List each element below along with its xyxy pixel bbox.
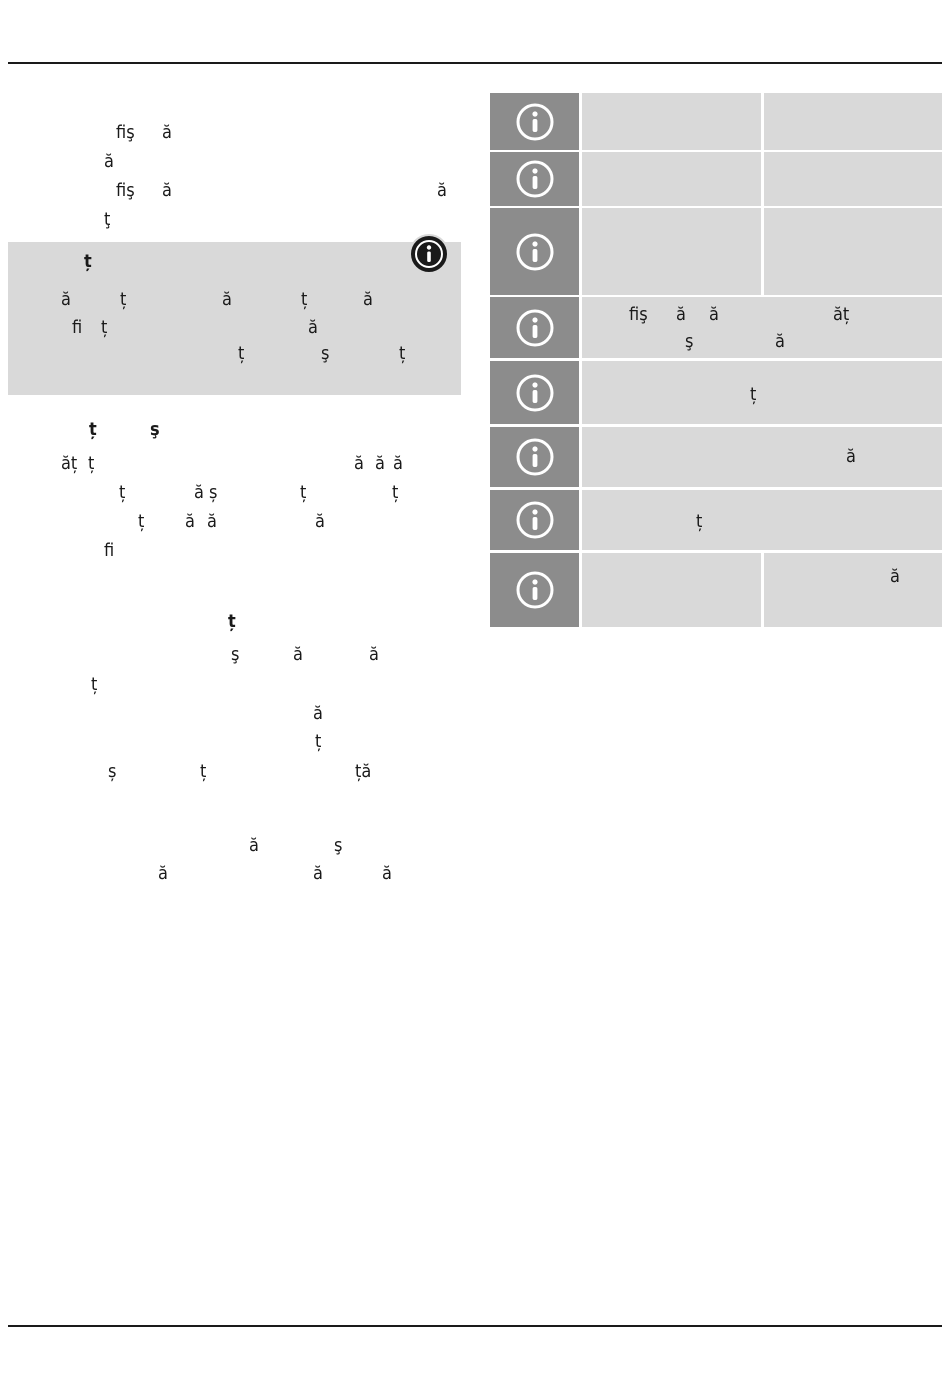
info-icon bbox=[490, 490, 579, 550]
glyph: fi bbox=[72, 317, 83, 338]
glyph: ă bbox=[308, 317, 318, 338]
glyph: ă bbox=[194, 482, 204, 503]
glyph: ă bbox=[775, 331, 785, 352]
glyph: ă bbox=[354, 453, 364, 474]
note-title: ț bbox=[84, 251, 92, 272]
glyph: ş bbox=[334, 835, 343, 856]
glyph: ş bbox=[231, 644, 240, 665]
table-row bbox=[490, 361, 942, 424]
glyph: fiş bbox=[116, 180, 135, 201]
glyph: ș bbox=[108, 761, 117, 782]
glyph: ă bbox=[437, 180, 447, 201]
info-icon bbox=[490, 297, 579, 358]
glyph: fiş bbox=[629, 304, 648, 325]
table-row bbox=[490, 208, 942, 295]
section-heading: ş bbox=[150, 419, 160, 440]
glyph: ț bbox=[301, 289, 308, 310]
table-cell bbox=[582, 297, 942, 358]
glyph: ă bbox=[313, 703, 323, 724]
glyph: ț bbox=[238, 343, 245, 364]
glyph: ă bbox=[315, 511, 325, 532]
glyph: ă bbox=[162, 180, 172, 201]
info-icon bbox=[490, 208, 579, 295]
glyph: ț bbox=[88, 453, 95, 474]
glyph: ă bbox=[222, 289, 232, 310]
glyph: ă bbox=[61, 289, 71, 310]
glyph: ă bbox=[382, 863, 392, 884]
glyph: ă bbox=[890, 566, 900, 587]
table-cell bbox=[582, 152, 761, 206]
table-cell bbox=[582, 553, 761, 627]
glyph: ă bbox=[676, 304, 686, 325]
glyph: ă bbox=[158, 863, 168, 884]
glyph: ă bbox=[162, 122, 172, 143]
table-row bbox=[490, 553, 942, 627]
glyph: ă bbox=[709, 304, 719, 325]
section-heading: ț bbox=[89, 419, 97, 440]
glyph: ă bbox=[313, 863, 323, 884]
info-icon bbox=[409, 234, 449, 274]
table-row bbox=[490, 427, 942, 487]
glyph: ț bbox=[399, 343, 406, 364]
table-cell bbox=[764, 208, 942, 295]
info-icon bbox=[490, 427, 579, 487]
table-cell bbox=[582, 427, 942, 487]
glyph: ț bbox=[138, 511, 145, 532]
glyph: ț bbox=[91, 674, 98, 695]
table-row bbox=[490, 152, 942, 206]
table-cell bbox=[764, 93, 942, 150]
info-icon bbox=[490, 152, 579, 206]
glyph: ț bbox=[120, 289, 127, 310]
glyph: ş bbox=[685, 331, 694, 352]
section-heading: ț bbox=[228, 611, 236, 632]
glyph: ă bbox=[375, 453, 385, 474]
glyph: ă bbox=[393, 453, 403, 474]
glyph: ț bbox=[696, 511, 703, 532]
glyph: ăț bbox=[61, 453, 78, 474]
glyph: ț bbox=[300, 482, 307, 503]
glyph: ț bbox=[200, 761, 207, 782]
table-cell bbox=[582, 490, 942, 550]
glyph: ă bbox=[185, 511, 195, 532]
info-icon bbox=[490, 93, 579, 150]
glyph: ă bbox=[369, 644, 379, 665]
glyph: ț bbox=[750, 384, 757, 405]
table-cell bbox=[764, 152, 942, 206]
header-rule bbox=[8, 62, 942, 64]
glyph: fiş bbox=[116, 122, 135, 143]
glyph: ăț bbox=[833, 304, 850, 325]
glyph: ă bbox=[363, 289, 373, 310]
glyph: ș bbox=[209, 482, 218, 503]
table-cell bbox=[582, 208, 761, 295]
table-row bbox=[490, 297, 942, 358]
table-row bbox=[490, 93, 942, 150]
glyph: ă bbox=[249, 835, 259, 856]
info-icon bbox=[490, 553, 579, 627]
glyph: ă bbox=[207, 511, 217, 532]
glyph: ț bbox=[101, 317, 108, 338]
glyph: ă bbox=[846, 446, 856, 467]
glyph: ț bbox=[119, 482, 126, 503]
table-cell bbox=[582, 361, 942, 424]
footer-rule bbox=[8, 1325, 942, 1327]
table-cell bbox=[582, 93, 761, 150]
glyph: ă bbox=[293, 644, 303, 665]
glyph: ț bbox=[392, 482, 399, 503]
table-cell bbox=[764, 553, 942, 627]
glyph: ț bbox=[315, 731, 322, 752]
glyph: ţ bbox=[104, 209, 111, 230]
table-row bbox=[490, 490, 942, 550]
info-icon bbox=[490, 361, 579, 424]
glyph: ă bbox=[104, 151, 114, 172]
glyph: ş bbox=[321, 343, 330, 364]
glyph: fi bbox=[104, 540, 115, 561]
glyph: ță bbox=[355, 761, 372, 782]
